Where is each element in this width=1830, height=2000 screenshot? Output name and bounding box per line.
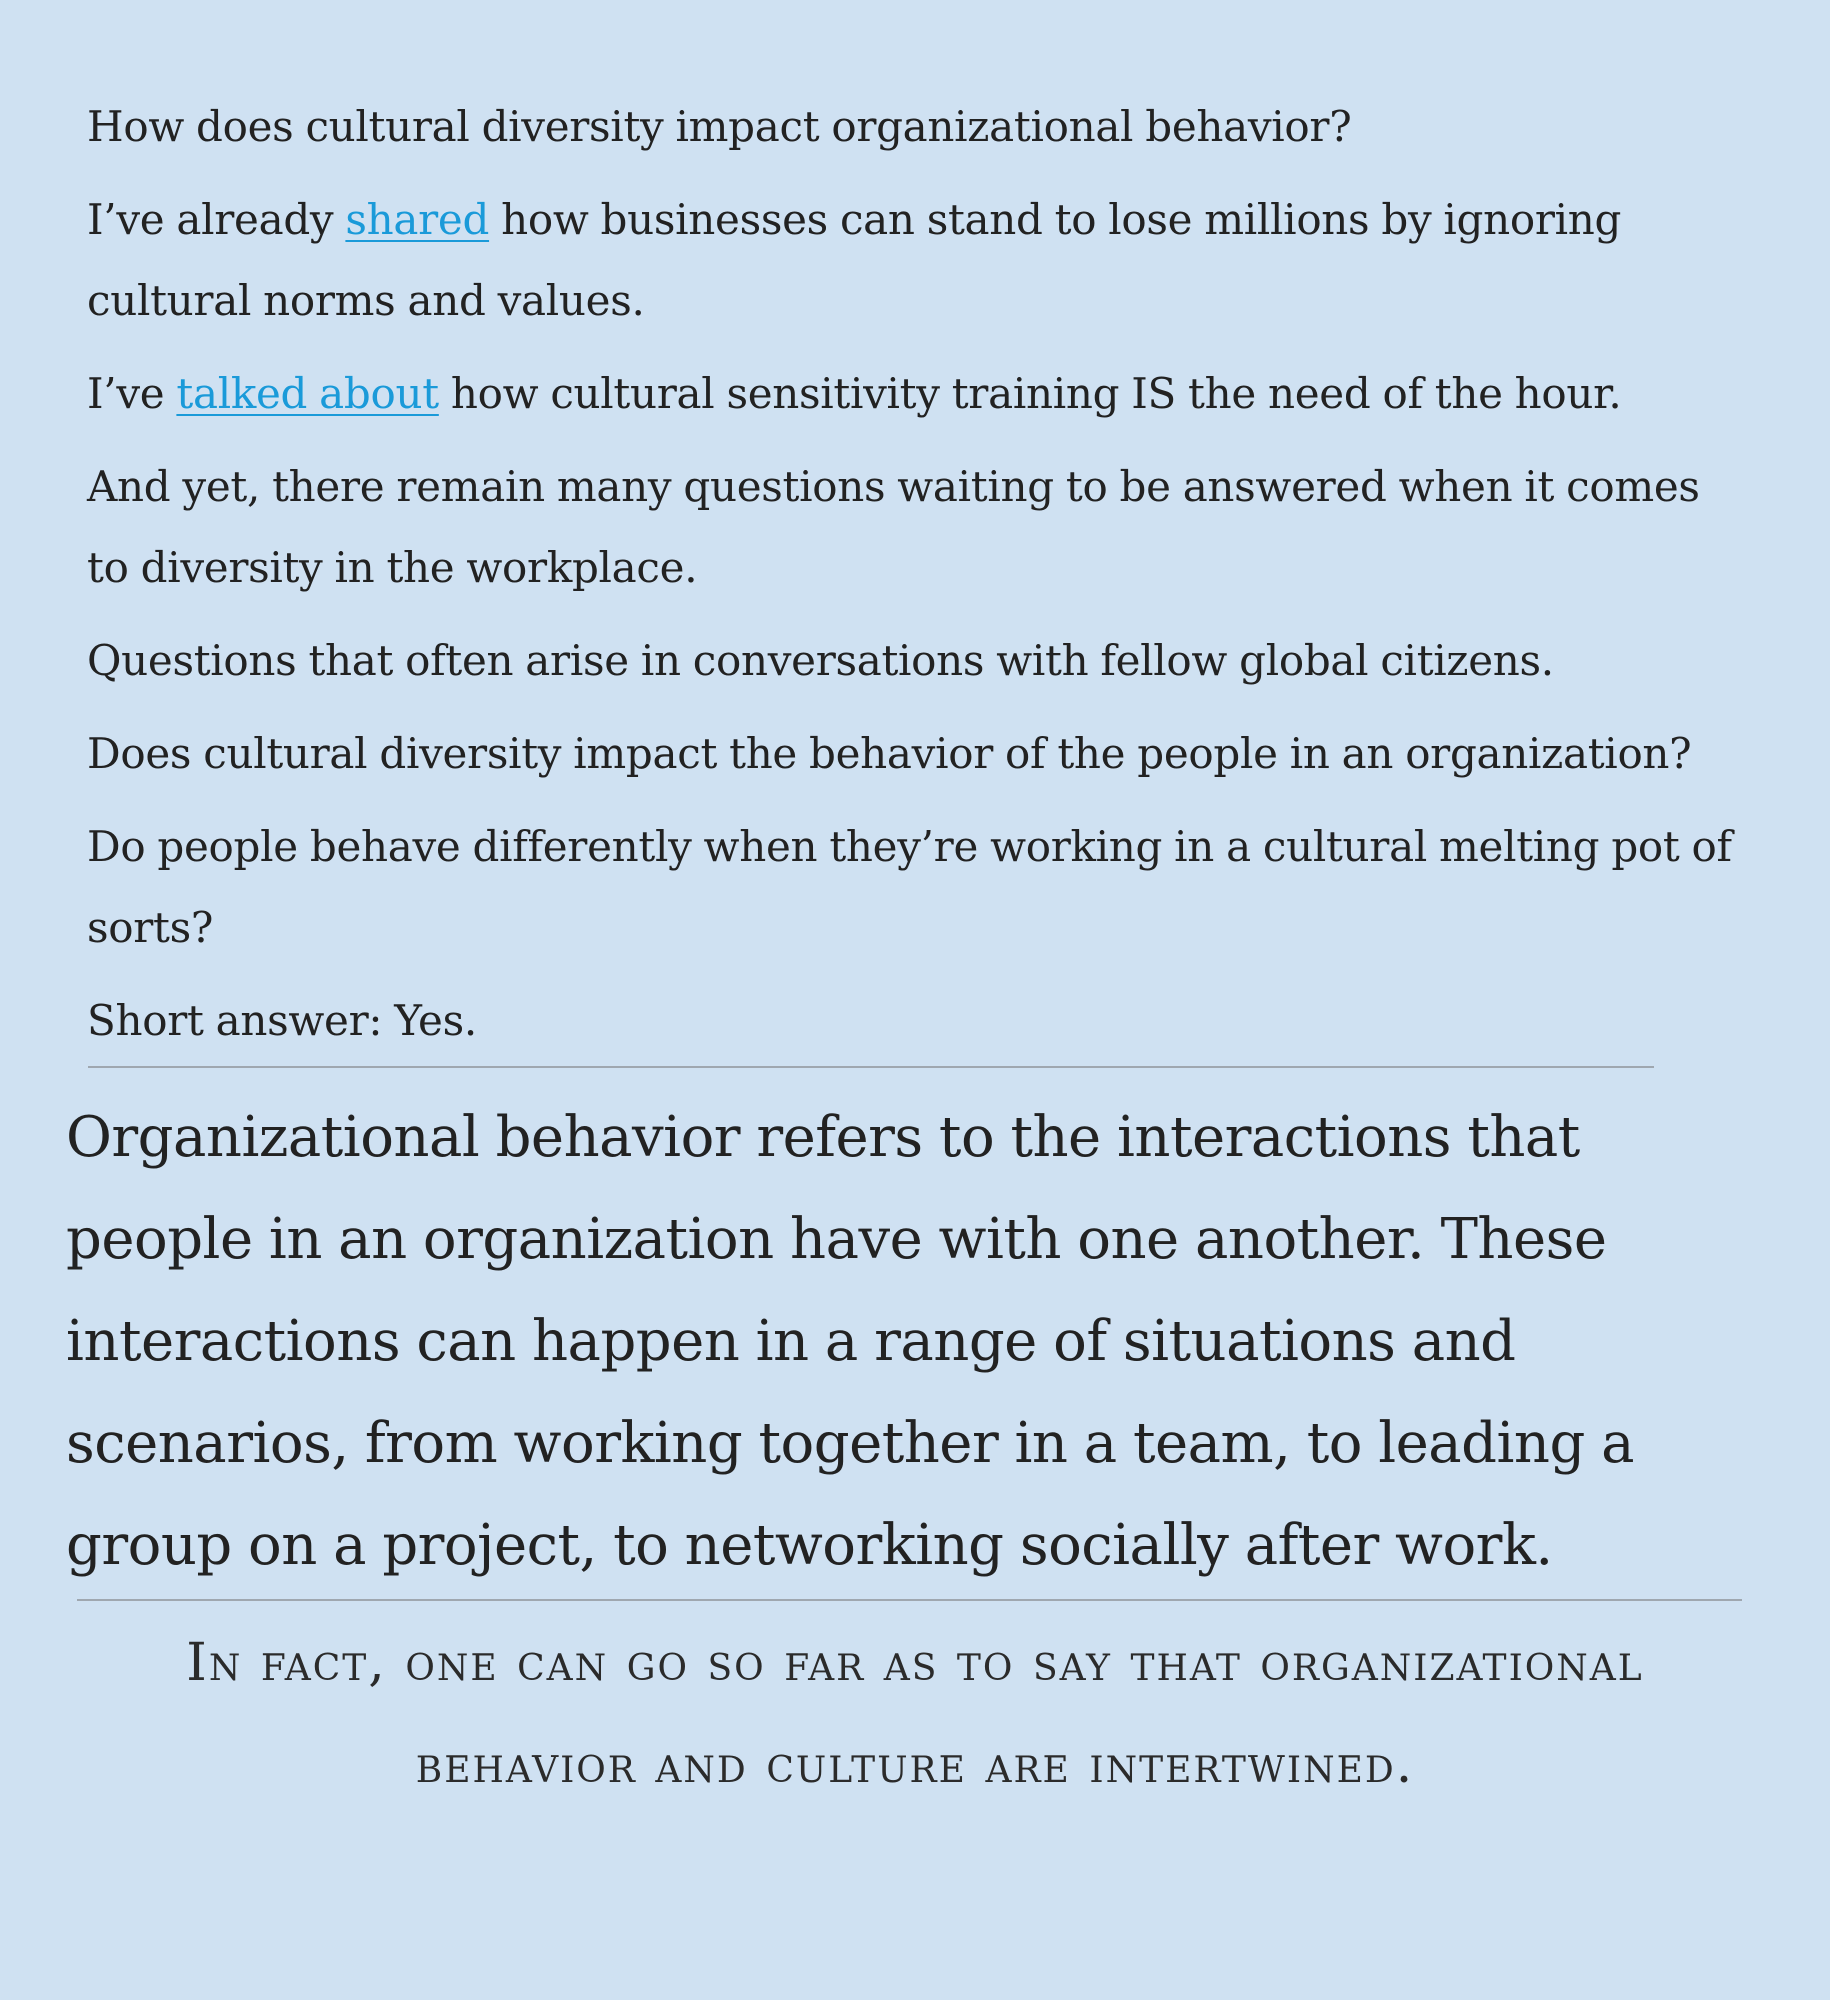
paragraph-text: How does cultural diversity impact organizational behavior? — [87, 102, 1352, 151]
paragraph-text: I’ve already — [87, 195, 346, 244]
paragraph-conversations — [87, 620, 1747, 701]
paragraph-text: Short answer: Yes. — [87, 996, 477, 1045]
paragraph-text: Do people behave differently when they’re working in a cultural melting pot of sorts? — [87, 822, 1732, 952]
talked-about-link[interactable]: talked about — [176, 369, 439, 418]
divider-bottom — [77, 1599, 1742, 1601]
paragraph-shared — [87, 179, 1747, 341]
article-body — [87, 86, 1747, 1073]
paragraph-text: Questions that often arise in conversations with fellow global citizens. — [87, 636, 1554, 685]
paragraph-text: I’ve — [87, 369, 177, 418]
paragraph-text: Does cultural diversity impact the behavior of the people in an organization? — [87, 729, 1692, 778]
paragraph-text: how cultural sensitivity training IS the need of the hour. — [438, 369, 1622, 418]
pull-quote: In fact, one can go so far as to say that organizational behavior and culture are intertwined. — [186, 1633, 1644, 1795]
definition-callout: Organizational behavior refers to the interactions that people in an organization have with one another. These interactions can happen in a range of situations and scenarios, from working together in a team, to leading a group on a project, to networking socially after work. — [66, 1105, 1635, 1578]
paragraph-question — [87, 86, 1747, 167]
paragraph-does-diversity — [87, 713, 1747, 794]
divider-top — [88, 1066, 1654, 1068]
paragraph-melting-pot — [87, 806, 1747, 968]
paragraph-questions-remain — [87, 446, 1747, 608]
shared-link[interactable]: shared — [345, 195, 490, 244]
paragraph-short-answer — [87, 980, 1747, 1061]
paragraph-text: how businesses can stand to lose millions by ignoring cultural norms and values. — [87, 195, 1622, 325]
paragraph-talked-about — [87, 353, 1747, 434]
paragraph-text: And yet, there remain many questions waiting to be answered when it comes to diversity in the workplace. — [87, 462, 1700, 592]
